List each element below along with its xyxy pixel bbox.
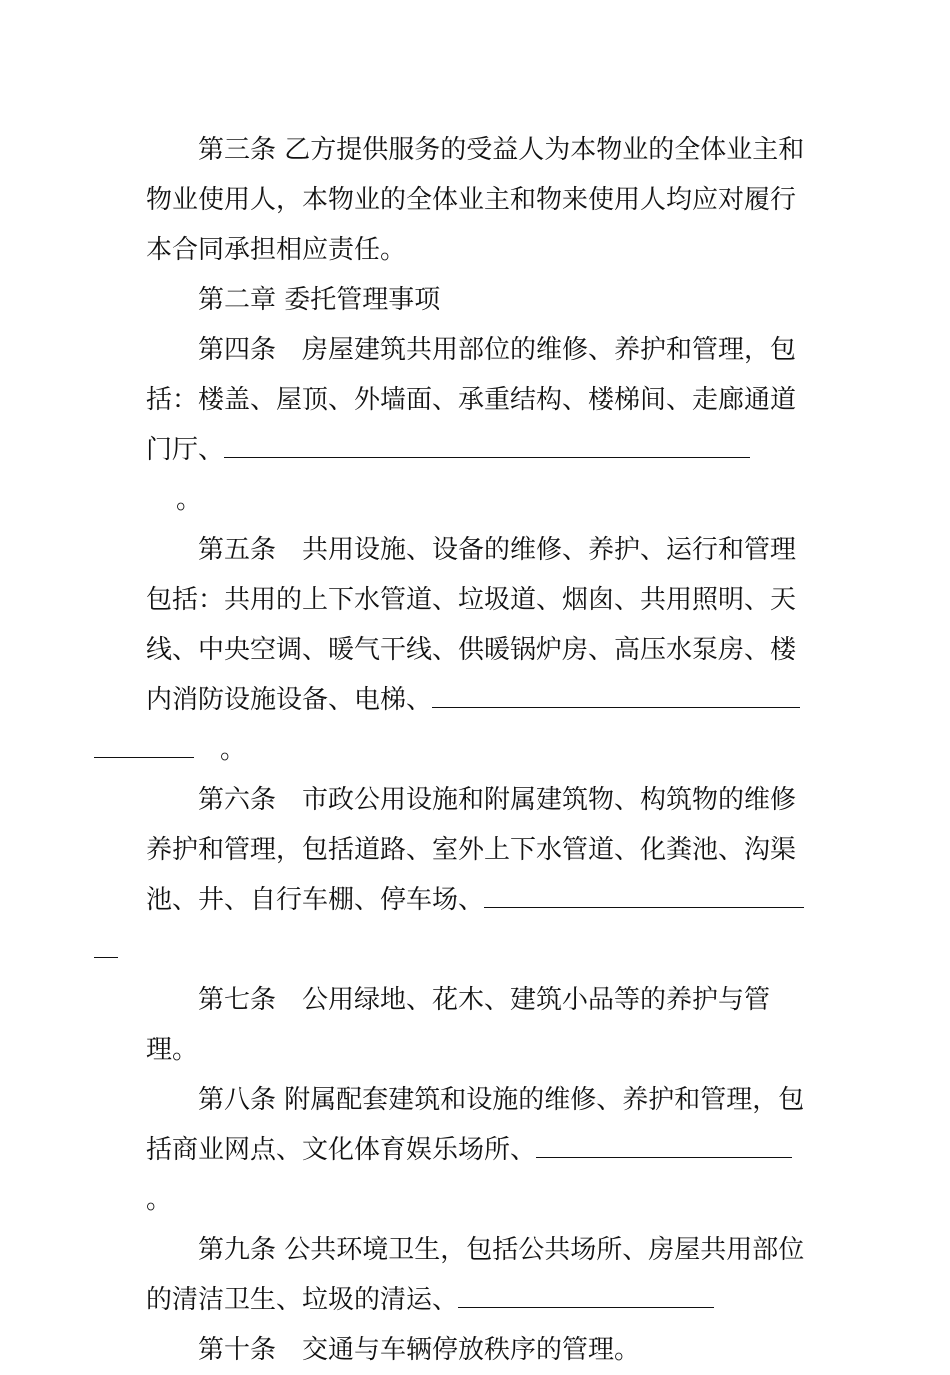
article-6-blank-1 — [484, 877, 804, 908]
article-4 — [146, 325, 806, 525]
article-5-blank-1 — [432, 677, 800, 708]
article-7: 第七条 公用绿地、花木、建筑小品等的养护与管理。 — [146, 985, 771, 1065]
article-4-text: 第四条 房屋建筑共用部位的维修、养护和管理，包括：楼盖、屋顶、外墙面、承重结构、楼梯间、走廊通道门厅、 — [146, 335, 797, 465]
article-5-text: 第五条 共用设施、设备的维修、养护、运行和管理包括：共用的上下水管道、垃圾道、烟囱、共用照明、天线、中央空调、暖气干线、供暖锅炉房、高压水泵房、楼内消防设施设备、电梯、 — [146, 535, 797, 715]
document-page — [146, 125, 806, 1375]
chapter-2-heading: 第二章 委托管理事项 — [198, 285, 441, 315]
article-6 — [146, 775, 806, 975]
article-8-end: 。 — [146, 1185, 173, 1215]
article-6-blank-2 — [94, 927, 118, 958]
article-8 — [146, 1075, 806, 1225]
article-9-blank — [458, 1277, 714, 1308]
article-10: 第十条 交通与车辆停放秩序的管理。 — [198, 1335, 641, 1365]
article-9 — [146, 1225, 806, 1325]
article-6-text: 第六条 市政公用设施和附属建筑物、构筑物的维修养护和管理，包括道路、室外上下水管道、化粪池、沟渠池、井、自行车棚、停车场、 — [146, 785, 797, 915]
article-9-text: 第九条 公共环境卫生，包括公共场所、房屋共用部位的清洁卫生、垃圾的清运、 — [146, 1235, 805, 1315]
article-3: 第三条 乙方提供服务的受益人为本物业的全体业主和物业使用人，本物业的全体业主和物来使用人均应对履行本合同承担相应责任。 — [146, 135, 805, 265]
article-8-blank — [536, 1127, 792, 1158]
article-5-end: 。 — [220, 735, 247, 765]
article-4-end: 。 — [176, 485, 203, 515]
article-5 — [146, 525, 806, 775]
article-5-blank-2 — [94, 727, 194, 758]
article-4-blank — [224, 427, 750, 458]
article-8-text: 第八条 附属配套建筑和设施的维修、养护和管理，包括商业网点、文化体育娱乐场所、 — [146, 1085, 805, 1165]
